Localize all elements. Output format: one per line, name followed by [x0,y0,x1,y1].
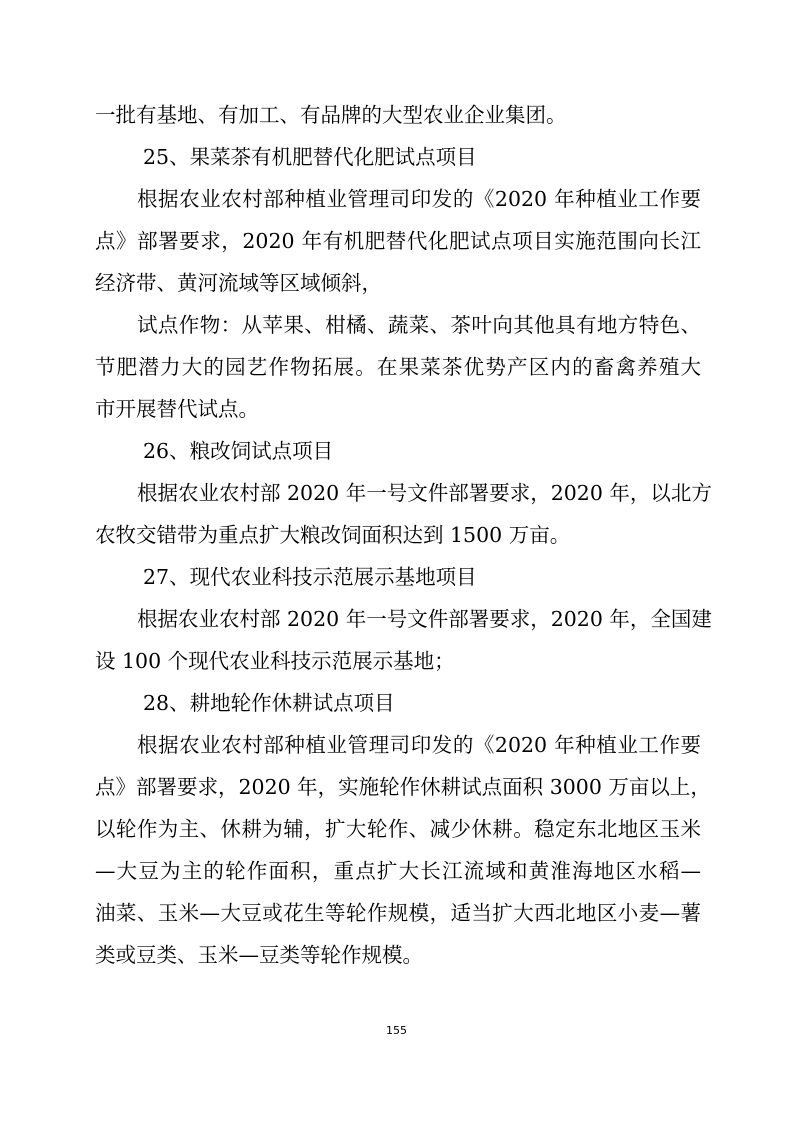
paragraph-line-end: 经济带、黄河流域等区域倾斜， [95,271,382,295]
paragraph-line: 根据农业农村部种植业管理司印发的《2020 年种植业工作要 [137,733,701,757]
section-heading-28: 28、耕地轮作休耕试点项目 [143,691,395,715]
paragraph-line-end: 农牧交错带为重点扩大粮改饲面积达到 1500 万亩。 [95,523,571,547]
paragraph-line-end: 市开展替代试点。 [95,397,259,421]
paragraph-line: 根据农业农村部种植业管理司印发的《2020 年种植业工作要 [137,187,701,211]
section-heading-25: 25、果菜茶有机肥替代化肥试点项目 [143,145,477,169]
page-number: 155 [386,1024,407,1037]
paragraph-line: 试点作物：从苹果、柑橘、蔬菜、茶叶向其他具有地方特色、 [137,313,701,337]
paragraph-line: 根据农业农村部 2020 年一号文件部署要求，2020 年，以北方 [137,481,712,505]
document-page [95,94,712,976]
paragraph-line: 以轮作为主、休耕为辅，扩大轮作、减少休耕。稳定东北地区玉米 [95,817,701,841]
section-heading-27: 27、现代农业科技示范展示基地项目 [143,565,477,589]
paragraph-line-end: 设 100 个现代农业科技示范展示基地； [95,649,455,673]
paragraph-line: 根据农业农村部 2020 年一号文件部署要求，2020 年，全国建 [137,607,712,631]
section-heading-26: 26、粮改饲试点项目 [143,439,334,463]
paragraph-line: —大豆为主的轮作面积，重点扩大长江流域和黄淮海地区水稻— [95,859,701,883]
paragraph-line: 油菜、玉米—大豆或花生等轮作规模，适当扩大西北地区小麦—薯 [95,901,701,925]
paragraph-line-end: 一批有基地、有加工、有品牌的大型农业企业集团。 [95,103,567,127]
paragraph-line: 节肥潜力大的园艺作物拓展。在果菜茶优势产区内的畜禽养殖大 [95,355,701,379]
paragraph-line: 点》部署要求，2020 年有机肥替代化肥试点项目实施范围向长江 [95,229,701,253]
paragraph-line-end: 类或豆类、玉米—豆类等轮作规模。 [95,943,423,967]
paragraph-line: 点》部署要求，2020 年，实施轮作休耕试点面积 3000 万亩以上， [95,775,711,799]
